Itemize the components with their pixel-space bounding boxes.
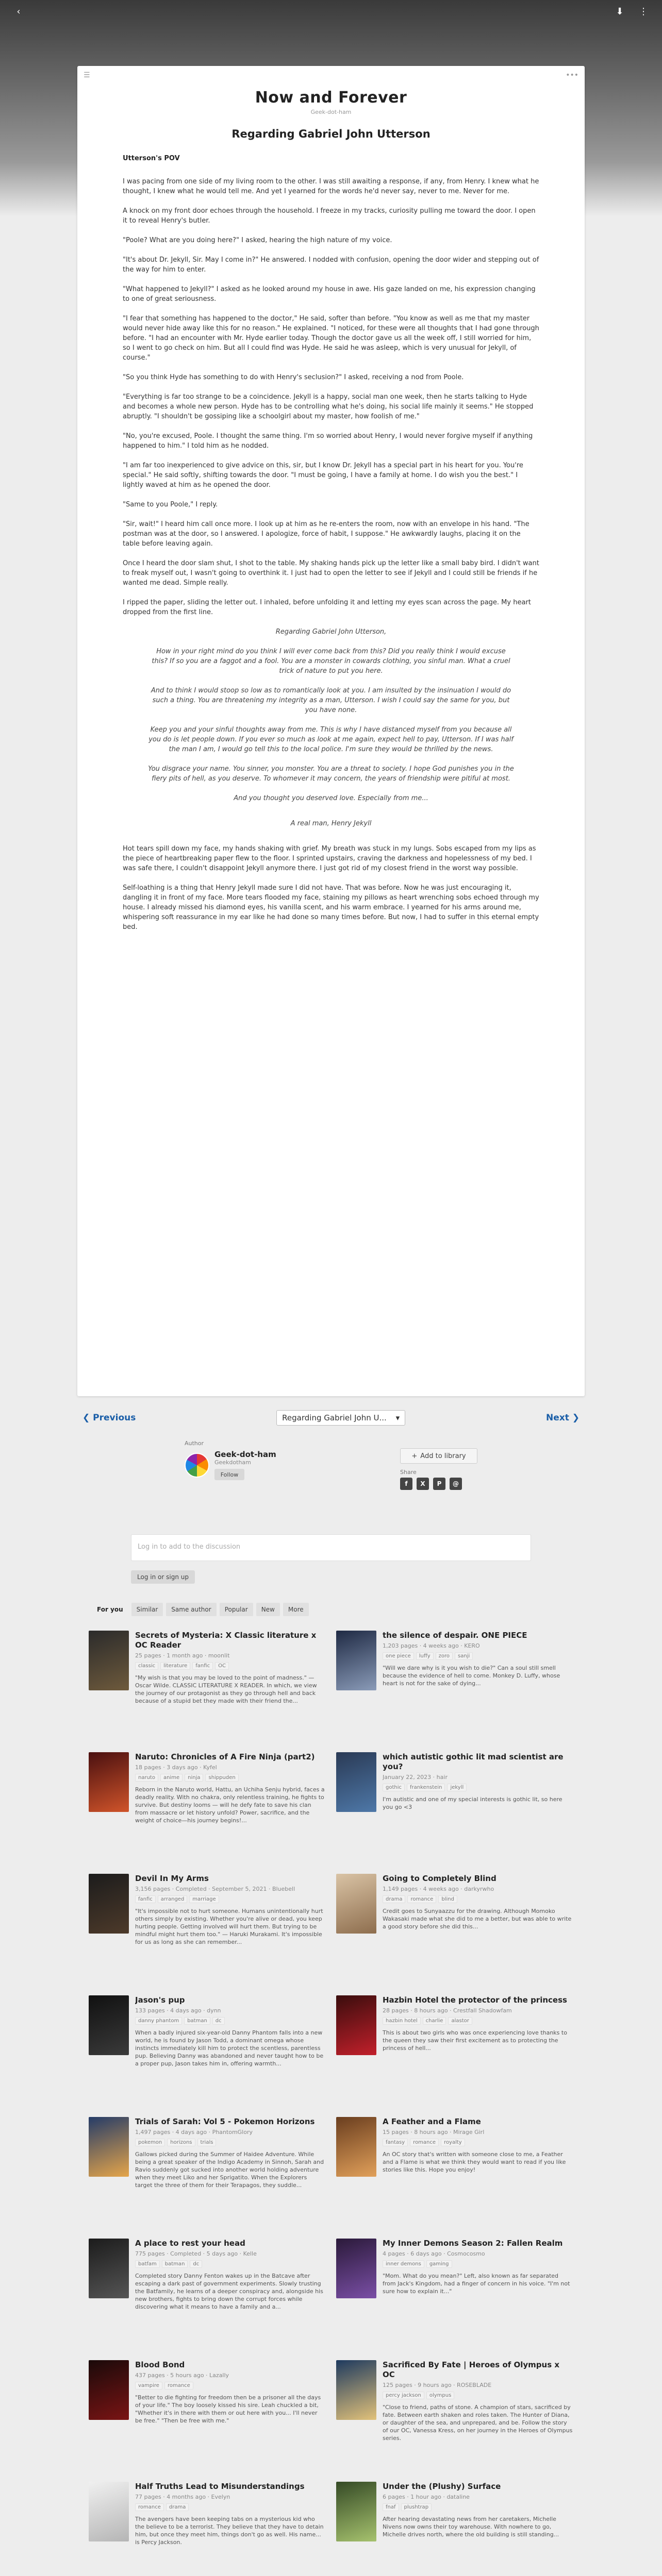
tag[interactable]: luffy bbox=[416, 1652, 434, 1660]
recommendation-description: The avengers have been keeping tabs on a mysterious kid who the believe to be a terrorist. They believe that they have to detain him, but once they meet him, things don't go as well. His name... is Percy Jackson. bbox=[135, 2516, 324, 2546]
tag-list bbox=[383, 2260, 573, 2268]
tag[interactable]: arranged bbox=[158, 1895, 188, 1903]
book-cover[interactable] bbox=[336, 1752, 376, 1812]
tag[interactable]: pokemon bbox=[135, 2139, 165, 2146]
tag-list bbox=[135, 2139, 326, 2146]
tag[interactable]: drama bbox=[383, 1895, 405, 1903]
story-paragraph: "Sir, wait!" I heard him call once more. I look up at him as he re-enters the room, now with an envelope in his hand. "The postman was at the door, so I answered. I apologize, force of habit, I suppose." He awkwardly laughs, placing it on the table before leaving again. bbox=[123, 520, 529, 548]
recommendation-description: "My wish is that you may be loved to the point of madness." — Oscar Wilde. CLASSIC LITERATURE X READER. In which, we view the journey of our protagonist as they go through hell and back because of a stupid bet they made with their friend the... bbox=[135, 1674, 317, 1704]
story-author[interactable]: Geek-dot-ham bbox=[310, 109, 352, 115]
back-icon[interactable]: ‹ bbox=[16, 6, 21, 17]
recommendation-item[interactable] bbox=[336, 2360, 573, 2482]
recommendation-info bbox=[383, 1995, 573, 2117]
recommendation-meta: 1,203 pages · 4 weeks ago · KERO bbox=[383, 1642, 480, 1649]
recommendation-title[interactable]: which autistic gothic lit mad scientist are you? bbox=[383, 1752, 564, 1771]
tag[interactable]: romance bbox=[164, 2382, 193, 2389]
recommendation-meta: 133 pages · 4 days ago · dynn bbox=[135, 2007, 221, 2014]
story-paragraph: "I am far too inexperienced to give advice on this, sir, but I know Dr. Jekyll has a special part in his heart for you. You're special." He said softly, shifting towards the door. "I must be going, I have a family at home. I do wish you the best." I lightly waved at him as he opened the door. bbox=[123, 462, 523, 489]
add-to-library-button[interactable] bbox=[400, 1448, 477, 1464]
tag[interactable]: romance bbox=[410, 2139, 439, 2146]
tag-list bbox=[135, 2260, 326, 2268]
book-cover[interactable] bbox=[336, 1631, 376, 1690]
tag-list bbox=[383, 1652, 573, 1660]
letter-block bbox=[147, 627, 515, 803]
story-paragraph: Self-loathing is a thing that Henry Jekyll made sure I did not have. That was before. Now he was just encouraging it, dangling it in front of my face. More tears flooded my face, staining my pillows as heart wrenching sobs echoed through my house. I already missed his diamond eyes, his vanilla scent, and his warm embrace. I yearned for his arms around me, whispering soft reassurance in my ear like he had done so many times before. But now, I had to suffer in this eternal empty bed. bbox=[123, 884, 539, 931]
tag[interactable]: plushtrap bbox=[401, 2503, 432, 2511]
tag-list bbox=[135, 2503, 326, 2511]
tag[interactable]: classic bbox=[135, 1662, 158, 1670]
story-paragraph: "Same to you Poole," I reply. bbox=[123, 501, 218, 509]
recommendation-info bbox=[383, 2239, 573, 2360]
author-handle: Geekdotham bbox=[214, 1459, 251, 1466]
next-part-link[interactable]: Next ❯ bbox=[545, 1413, 580, 1423]
share-label: Share bbox=[400, 1469, 417, 1476]
login-button[interactable]: Log in or sign up bbox=[131, 1570, 195, 1584]
recommendation-description: "Mom. What do you mean?" Left, also known as far separated from Jack's Kingdom, had a finger of concern in his voice. "I'm not sure how to explain it..." bbox=[383, 2273, 570, 2295]
tag-list bbox=[383, 1784, 573, 1791]
recommendation-description: This is about two girls who was once experiencing love thanks to the queen they saw their first excitement as to protecting the princess of hell... bbox=[383, 2029, 567, 2052]
recommendation-description: Credit goes to Sunyaazzu for the drawing. Although Momoko Wakasaki made what she did to me a better, but was able to write a good story before she did this... bbox=[383, 1908, 572, 1930]
chevron-down-icon: ▾ bbox=[395, 1413, 400, 1422]
story-paragraph: "What happened to Jekyll?" I asked as he looked around my house in awe. His gaze landed on me, his expression changing to one of great seriousness. bbox=[123, 285, 536, 303]
book-cover[interactable] bbox=[89, 1874, 129, 1934]
tag-list bbox=[383, 2139, 573, 2146]
tag[interactable]: royalty bbox=[441, 2139, 465, 2146]
recommendation-item[interactable] bbox=[89, 2239, 326, 2360]
recommendation-title[interactable]: the silence of despair. ONE PIECE bbox=[383, 1631, 527, 1640]
recommendation-item[interactable] bbox=[89, 2482, 326, 2576]
tag-list bbox=[135, 2382, 326, 2389]
recommendation-meta: 1,149 pages · 4 weeks ago · darkyrwho bbox=[383, 1886, 494, 1892]
tag[interactable]: OC bbox=[215, 1662, 229, 1670]
recommendation-description: Completed story Danny Fenton wakes up in the Batcave after escaping a dark past of government experiments. Slowly trusting the Batfamily, he learns of a deeper conspiracy and, alongside his new brothers, fights to bring down the corrupt forces while discovering what it means to have a family and a... bbox=[135, 2273, 323, 2310]
recommendation-meta: 18 pages · 3 days ago · Kyfel bbox=[135, 1764, 217, 1771]
letter-paragraph: Regarding Gabriel John Utterson, bbox=[275, 628, 387, 636]
follow-button[interactable]: Follow bbox=[214, 1469, 244, 1480]
recommendation-item[interactable] bbox=[89, 2117, 326, 2239]
recommendation-meta: 4 pages · 6 days ago · Cosmocosmo bbox=[383, 2250, 485, 2257]
part-title: Regarding Gabriel John Utterson bbox=[231, 128, 431, 140]
tag[interactable]: sanji bbox=[455, 1652, 473, 1660]
recommendation-title[interactable]: A Feather and a Flame bbox=[383, 2117, 481, 2126]
letter-paragraph: How in your right mind do you think I will ever come back from this? Did you really think I would excuse this? If so you are a faggot and a fool. You are a monster in cowards clothing, you sinful man. What a cruel trick of nature to put you here. bbox=[152, 648, 510, 675]
recommendation-tab[interactable]: New bbox=[256, 1603, 280, 1616]
tag-list bbox=[383, 1895, 573, 1903]
recommendation-tab[interactable]: Popular bbox=[220, 1603, 253, 1616]
tag[interactable]: shippuden bbox=[205, 1774, 238, 1782]
tag[interactable]: frankenstein bbox=[407, 1784, 445, 1791]
recommendation-item[interactable] bbox=[89, 1995, 326, 2117]
recommendation-info bbox=[383, 2360, 573, 2482]
author-avatar[interactable] bbox=[185, 1453, 209, 1478]
recommendation-tab[interactable]: Similar bbox=[131, 1603, 163, 1616]
tag[interactable]: dc bbox=[190, 2260, 202, 2268]
recommendation-title[interactable]: Blood Bond bbox=[135, 2360, 185, 2369]
tag[interactable]: batman bbox=[162, 2260, 188, 2268]
tag[interactable]: horizons bbox=[167, 2139, 195, 2146]
recommendation-title[interactable]: A place to rest your head bbox=[135, 2239, 245, 2248]
recommendation-description: An OC story that's written with someone close to me, a Feather and a Flame is what we think they would want to read if you like stories like this. Hope you enjoy! bbox=[383, 2151, 566, 2173]
book-cover[interactable] bbox=[336, 2360, 376, 2420]
recommendation-info bbox=[383, 1752, 573, 1874]
recommendation-meta: 6 pages · 1 hour ago · dataline bbox=[383, 2494, 470, 2500]
recommendation-info bbox=[383, 1631, 573, 1752]
card-tools bbox=[84, 71, 578, 79]
book-cover[interactable] bbox=[89, 2117, 129, 2177]
tag[interactable]: inner demons bbox=[383, 2260, 424, 2268]
tag[interactable]: zoro bbox=[436, 1652, 453, 1660]
book-cover[interactable] bbox=[89, 2482, 129, 2541]
tag[interactable]: percy jackson bbox=[383, 2392, 424, 2399]
recommendation-item[interactable] bbox=[336, 1631, 573, 1752]
recommendation-tab[interactable]: For you bbox=[97, 1606, 123, 1613]
tag[interactable]: gothic bbox=[383, 1784, 405, 1791]
recommendation-info bbox=[135, 2482, 326, 2576]
recommendation-meta: January 22, 2023 · hair bbox=[383, 1774, 448, 1781]
tag[interactable]: fanfic bbox=[135, 1895, 156, 1903]
recommendation-description: After hearing devastating news from her caretakers, Michelle Nivens now owns their toy warehouse. With nowhere to go, Michelle drives north, where the old building is still standing... bbox=[383, 2516, 559, 2538]
recommendation-title[interactable]: Naruto: Chronicles of A Fire Ninja (part2) bbox=[135, 1752, 315, 1761]
tag[interactable]: charlie bbox=[423, 2017, 446, 2025]
recommendation-item[interactable] bbox=[336, 1752, 573, 1874]
letter-signature: A real man, Henry Jekyll bbox=[290, 820, 372, 827]
tag[interactable]: gaming bbox=[426, 2260, 452, 2268]
letter-paragraph: Keep you and your sinful thoughts away from me. This is why I have distanced myself from you because all you do is let people down. If you ever so much as look at me again, expect hell to pay, Utterson. If I was half the man I am, I would go tell this to the local police. I'm sure they would be thrilled by the news. bbox=[148, 726, 514, 753]
tag-list bbox=[135, 2017, 326, 2025]
recommendation-item[interactable] bbox=[336, 2239, 573, 2360]
story-paragraph: "I fear that something has happened to the doctor," He said, softer than before. "You know as well as me that my master would never hide away like this for no reason." He explained. "I noticed, for these were all thoughts that I had gone through before. "I had an encounter with Mr. Hyde earlier today. Though the doctor gave us all the week off, I still worried for him, so I went to go check on him. But all I could find was Hyde. He said he was asleep, which is very unusual for Jekyll, of course." bbox=[123, 315, 539, 362]
recommendation-title[interactable]: Under the (Plushy) Surface bbox=[383, 2482, 501, 2491]
book-cover[interactable] bbox=[336, 2482, 376, 2541]
recommendation-description: "Better to die fighting for freedom then be a prisoner all the days of your life." The boy loosely kissed his sire. Leah chuckled a bit, "Whether it's in there with them or out here with you... I'll never be free." "Then be free with me." bbox=[135, 2394, 321, 2424]
part-select-value: Regarding Gabriel John U... bbox=[282, 1413, 387, 1422]
bookmark-icon[interactable]: ☰ bbox=[84, 71, 90, 79]
recommendation-meta: 1,497 pages · 4 days ago · PhantomGlory bbox=[135, 2129, 253, 2136]
story-paragraph: Once I heard the door slam shut, I shot to the table. My shaking hands pick up the letter like a small baby bird. I didn't want to freak myself out, I wasn't going to overthink it. I just had to open the letter to see if Jekyll and I could still be friends if he wanted me dead. Simple really. bbox=[123, 560, 539, 587]
options-icon[interactable]: ••• bbox=[566, 71, 578, 79]
recommendation-item[interactable] bbox=[336, 1874, 573, 1995]
story-paragraph: "Everything is far too strange to be a coincidence. Jekyll is a happy, social man one week, then he starts talking to Hyde and becomes a whole new person. Hyde has to be controlling what he's doing, his social life mainly it seems." He stopped abruptly. "I shouldn't be gossiping like a schoolgirl about my master, how foolish of me." bbox=[123, 393, 534, 420]
top-bar bbox=[0, 0, 662, 23]
recommendation-description: "It's impossible not to hurt someone. Humans unintentionally hurt others simply by existing. Whether you're alive or dead, you keep hurting people. Getting involved will hurt them. But trying to be mindful might hurt them too." — Haruki Murakami. It's impossible for us as long as she can remember... bbox=[135, 1908, 323, 1945]
recommendation-meta: 775 pages · Completed · 5 days ago · Kelle bbox=[135, 2250, 257, 2257]
book-cover[interactable] bbox=[336, 2239, 376, 2298]
story-paragraph: I ripped the paper, sliding the letter out. I inhaled, before unfolding it and letting my eyes scan across the page. My heart dropped from the first line. bbox=[123, 599, 531, 616]
book-cover[interactable] bbox=[89, 1995, 129, 2055]
recommendation-description: I'm autistic and one of my special interests is gothic lit, so here you go <3 bbox=[383, 1796, 562, 1810]
story-title: Now and Forever bbox=[255, 89, 407, 107]
recommendation-meta: 15 pages · 8 hours ago · Mirage Girl bbox=[383, 2129, 485, 2136]
tag-list bbox=[135, 1774, 326, 1782]
recommendation-description: Gallows picked during the Summer of Haidee Adventure. While being a great speaker of the Indigo Academy in Sinnoh, Sarah and Ravio suddenly got sucked into another world holding adventure when they meet Liko and her Sprigatito. When the Explorers target the three of them for their Terapagos, they suddle... bbox=[135, 2151, 324, 2189]
story-paragraph: "No, you're excused, Poole. I thought the same thing. I'm so worried about Henry, I would never forgive myself if anything happened to him." I told him as he nodded. bbox=[123, 432, 533, 450]
recommendation-info bbox=[383, 2117, 573, 2239]
tag[interactable]: vampire bbox=[135, 2382, 162, 2389]
recommendation-tabs bbox=[92, 1602, 570, 1617]
recommendation-info bbox=[135, 2117, 326, 2239]
recommendation-title[interactable]: Jason's pup bbox=[135, 1995, 185, 2005]
pinterest-icon[interactable]: P bbox=[433, 1478, 445, 1490]
tag[interactable]: ninja bbox=[185, 1774, 203, 1782]
tag[interactable]: olympus bbox=[426, 2392, 454, 2399]
tag[interactable]: anime bbox=[160, 1774, 183, 1782]
tag[interactable]: fanfic bbox=[192, 1662, 213, 1670]
tag[interactable]: fnaf bbox=[383, 2503, 399, 2511]
letter-paragraph: And you thought you deserved love. Especially from me... bbox=[234, 794, 428, 802]
letter-paragraph: You disgrace your name. You sinner, you monster. You are a threat to society. I hope God punishes you in the fiery pits of hell, as you deserve. To whomever it may concern, the years of friendship were pitiful at most. bbox=[148, 765, 514, 783]
tag[interactable]: one piece bbox=[383, 1652, 414, 1660]
recommendation-meta: 125 pages · 9 hours ago · ROSEBLADE bbox=[383, 2382, 492, 2388]
book-cover[interactable] bbox=[89, 1631, 129, 1690]
more-icon[interactable]: ⋮ bbox=[639, 6, 648, 17]
tag[interactable]: danny phantom bbox=[135, 2017, 182, 2025]
recommendation-info bbox=[135, 1752, 326, 1874]
tag[interactable]: literature bbox=[160, 1662, 190, 1670]
recommendation-title[interactable]: Half Truths Lead to Misunderstandings bbox=[135, 2482, 305, 2491]
recommendation-info bbox=[383, 1874, 573, 1995]
recommendation-title[interactable]: Secrets of Mysteria: X Classic literature x OC Reader bbox=[135, 1631, 317, 1650]
book-cover[interactable] bbox=[336, 2117, 376, 2177]
tag[interactable]: blind bbox=[438, 1895, 457, 1903]
tag-list bbox=[383, 2392, 573, 2399]
recommendation-title[interactable]: My Inner Demons Season 2: Fallen Realm bbox=[383, 2239, 563, 2248]
pov-label: Utterson's POV bbox=[123, 155, 180, 162]
recommendation-info bbox=[135, 2239, 326, 2360]
recommendation-tab[interactable]: Same author bbox=[166, 1603, 216, 1616]
recommendation-title[interactable]: Trials of Sarah: Vol 5 - Pokemon Horizons bbox=[135, 2117, 315, 2126]
story-paragraph: "So you think Hyde has something to do with Henry's seclusion?" I asked, receiving a nod from Poole. bbox=[123, 374, 464, 381]
book-cover[interactable] bbox=[336, 1874, 376, 1934]
recommendation-description: When a badly injured six-year-old Danny Phantom falls into a new world, he is found by Jason Todd, a dominant omega whose instincts immediately kill him to protect the scentless, parentless pup. Believing Danny was abandoned and never taught how to be a proper pup, Jason takes him in, offering warmth... bbox=[135, 2029, 324, 2067]
story-paragraph: "It's about Dr. Jekyll, Sir. May I come in?" He answered. I nodded with confusion, opening the door wider and stepping out of the way for him to enter. bbox=[123, 256, 539, 274]
author-name[interactable]: Geek-dot-ham bbox=[214, 1450, 276, 1459]
tag[interactable]: jekyll bbox=[447, 1784, 467, 1791]
tag[interactable]: fantasy bbox=[383, 2139, 408, 2146]
add-to-library-label: Add to library bbox=[420, 1452, 466, 1460]
tag[interactable]: dc bbox=[212, 2017, 225, 2025]
story-card bbox=[77, 66, 585, 1396]
tag[interactable]: romance bbox=[135, 2503, 164, 2511]
tag[interactable]: batman bbox=[184, 2017, 210, 2025]
recommendation-info bbox=[383, 2482, 573, 2576]
recommendation-item[interactable] bbox=[89, 1752, 326, 1874]
author-block bbox=[185, 1440, 477, 1502]
tag-list bbox=[135, 1662, 326, 1670]
download-icon[interactable]: ⬇ bbox=[616, 6, 624, 17]
recommendation-info bbox=[135, 1874, 326, 1995]
recommendation-description: Reborn in the Naruto world, Hattu, an Uchiha Senju hybrid, faces a deadly reality. With no chakra, only relentless training, he fights to survive. But destiny looms — will he defy fate to save his clan from massacre or let history unfold? Power, sacrifice, and the weight of choice—his journey begins!... bbox=[135, 1786, 325, 1824]
recommendation-item[interactable] bbox=[336, 2482, 573, 2576]
recommendation-title[interactable]: Sacrificed By Fate | Heroes of Olympus x OC bbox=[383, 2360, 560, 2379]
part-navigation bbox=[82, 1409, 580, 1427]
recommendation-info bbox=[135, 1631, 326, 1752]
recommendation-description: "Will we dare why is it you wish to die?" Can a soul still smell because the evidence of hell to come. Monkey D. Luffy, whose heart is not for the sake of dying... bbox=[383, 1665, 560, 1687]
recommendation-title[interactable]: Hazbin Hotel the protector of the princess bbox=[383, 1995, 567, 2005]
recommendation-item[interactable] bbox=[89, 1874, 326, 1995]
story-body bbox=[123, 177, 539, 617]
previous-part-link[interactable]: ❮ Previous bbox=[82, 1413, 136, 1423]
recommendation-item[interactable] bbox=[336, 2117, 573, 2239]
tag[interactable]: batfam bbox=[135, 2260, 160, 2268]
tag[interactable]: drama bbox=[166, 2503, 189, 2511]
story-paragraph: Hot tears spill down my face, my hands shaking with grief. My breath was stuck in my lungs. Sobs escaped from my lips as the piece of heartbreaking paper flew to the floor. I sprinted upstairs, craving the darkness and hopelessness of my bed. I was safe there, I couldn't disappoint Jekyll anymore there. I just got rid of my closest friend in the worst way possible. bbox=[123, 845, 536, 872]
recommendation-meta: 28 pages · 8 hours ago · Crestfall Shadowfam bbox=[383, 2007, 512, 2014]
plus-icon: + bbox=[411, 1452, 418, 1460]
recommendation-meta: 25 pages · 1 month ago · moonlit bbox=[135, 1652, 230, 1659]
recommendation-meta: 77 pages · 4 months ago · Evelyn bbox=[135, 2494, 230, 2500]
recommendation-grid bbox=[89, 1631, 573, 2576]
recommendation-item[interactable] bbox=[336, 1995, 573, 2117]
tag-list bbox=[383, 2503, 573, 2511]
x-icon[interactable]: X bbox=[417, 1478, 429, 1490]
book-cover[interactable] bbox=[89, 1752, 129, 1812]
tag[interactable]: marriage bbox=[189, 1895, 219, 1903]
tag[interactable]: trials bbox=[197, 2139, 217, 2146]
recommendation-info bbox=[135, 2360, 326, 2482]
facebook-icon[interactable]: f bbox=[400, 1478, 412, 1490]
recommendation-meta: 3,156 pages · Completed · September 5, 2021 · Bluebell bbox=[135, 1886, 295, 1892]
tag[interactable]: romance bbox=[407, 1895, 436, 1903]
recommendation-tab[interactable]: More bbox=[283, 1603, 309, 1616]
author-label: Author bbox=[185, 1440, 204, 1447]
story-paragraph: I was pacing from one side of my living room to the other. I was still awaiting a response, if any, from Henry. I knew what he thought, I knew what he would tell me. And yet I yearned for the words he'd never say, never to me. Never for me. bbox=[123, 178, 539, 195]
recommendation-description: "Close to friend, paths of stone. A champion of stars, sacrificed by fate. Between earth shaken and roles taken. The Hunter of Diana, or daughter of the sea, and unprepared, and be. Follow the story of our OC, Vanessa Kress, on her journey in the Heroes of Olympus series. bbox=[383, 2404, 573, 2442]
recommendation-info bbox=[135, 1995, 326, 2117]
recommendation-item[interactable] bbox=[89, 1631, 326, 1752]
tag-list bbox=[135, 1895, 326, 1903]
tag-list bbox=[383, 2017, 573, 2025]
comment-input[interactable]: Log in to add to the discussion bbox=[131, 1534, 531, 1561]
story-ending bbox=[123, 844, 539, 932]
part-select[interactable] bbox=[276, 1410, 405, 1426]
story-paragraph: A knock on my front door echoes through the household. I freeze in my tracks, curiosity pulling me toward the door. I open it to reveal Henry's butler. bbox=[123, 207, 536, 225]
tag[interactable]: naruto bbox=[135, 1774, 158, 1782]
recommendation-meta: 437 pages · 5 hours ago · Lazally bbox=[135, 2372, 229, 2379]
recommendation-title[interactable]: Devil In My Arms bbox=[135, 1874, 209, 1883]
book-cover[interactable] bbox=[336, 1995, 376, 2055]
book-cover[interactable] bbox=[89, 2239, 129, 2298]
tag[interactable]: hazbin hotel bbox=[383, 2017, 421, 2025]
recommendation-title[interactable]: Going to Completely Blind bbox=[383, 1874, 496, 1883]
recommendation-item[interactable] bbox=[89, 2360, 326, 2482]
book-cover[interactable] bbox=[89, 2360, 129, 2420]
story-paragraph: "Poole? What are you doing here?" I asked, hearing the high nature of my voice. bbox=[123, 236, 392, 244]
letter-paragraph: And to think I would stoop so low as to romantically look at you. I am insulted by the insinuation I would do such a thing. You are threatening my integrity as a man, Utterson. I wish I could say the same for you, but you have none. bbox=[151, 687, 511, 714]
tag[interactable]: alastor bbox=[448, 2017, 472, 2025]
email-icon[interactable]: @ bbox=[450, 1478, 462, 1490]
